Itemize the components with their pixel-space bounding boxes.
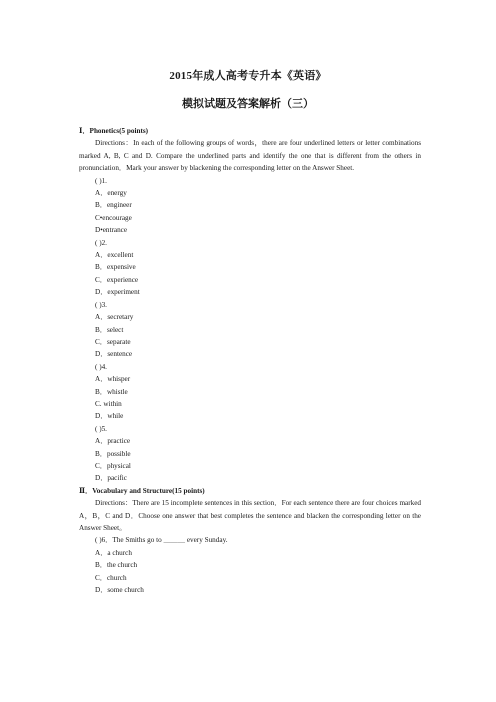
question-line: C. within [95,399,122,408]
section-heading-vocabulary: Ⅱ．Vocabulary and Structure(15 points) [79,486,205,495]
question-line: ( )6．The Smiths go to ＿＿＿ every Sunday. [95,536,228,545]
document-body [79,125,421,596]
question-line: ( )2. [95,238,107,247]
question-line: D．sentence [95,350,133,359]
question-line: A．secretary [95,313,134,322]
question-line: B．the church [95,561,138,570]
question-line: ( )5. [95,424,107,433]
question-line: ( )3. [95,300,107,309]
question-line: A．excellent [95,251,134,260]
question-line: A．a church [95,548,132,557]
question-line: B．expensive [95,263,136,272]
question-line: D．some church [95,586,144,595]
question-line: C．physical [95,461,131,470]
vocabulary-questions [79,534,421,596]
question-line: C•encourage [95,213,132,222]
question-line: A．whisper [95,375,131,384]
question-line: B．whistle [95,387,128,396]
question-line: C．separate [95,337,131,346]
question-line: B．possible [95,449,131,458]
question-line: D•entrance [95,226,128,235]
section-directions-phonetics: Directions：In each of the following groups of words，there are four underlined letters or letter combinations marked A, B, C and D. Compare the underlined parts and identify the one that is different from the others in pronunciation．Mark your answer by blackening the corresponding letter on the Answer Sheet. [79,139,421,173]
question-line: ( )4. [95,362,107,371]
question-line: D．while [95,412,124,421]
section-directions-vocabulary: Directions：There are 15 incomplete sentences in this section．For each sentence there are four choices marked A，B，C and D．Choose one answer that best completes the sentence and blacken the corresponding letter on the Answer Sheet。 [79,499,421,532]
document-title: 2015年成人高考专升本《英语》 [169,70,327,82]
question-line: A．practice [95,437,131,446]
question-line: B．engineer [95,201,132,210]
question-line: D．experiment [95,288,140,297]
question-line: B．select [95,325,124,334]
question-line: C．experience [95,275,139,284]
question-line: A．energy [95,189,127,198]
question-line: C．church [95,573,127,582]
document-subtitle: 模拟试题及答案解析（三） [182,98,314,110]
question-line: D．pacific [95,474,127,483]
phonetics-questions [79,175,421,485]
section-heading-phonetics: Ⅰ．Phonetics(5 points) [79,127,149,135]
question-line: ( )1. [95,176,107,185]
